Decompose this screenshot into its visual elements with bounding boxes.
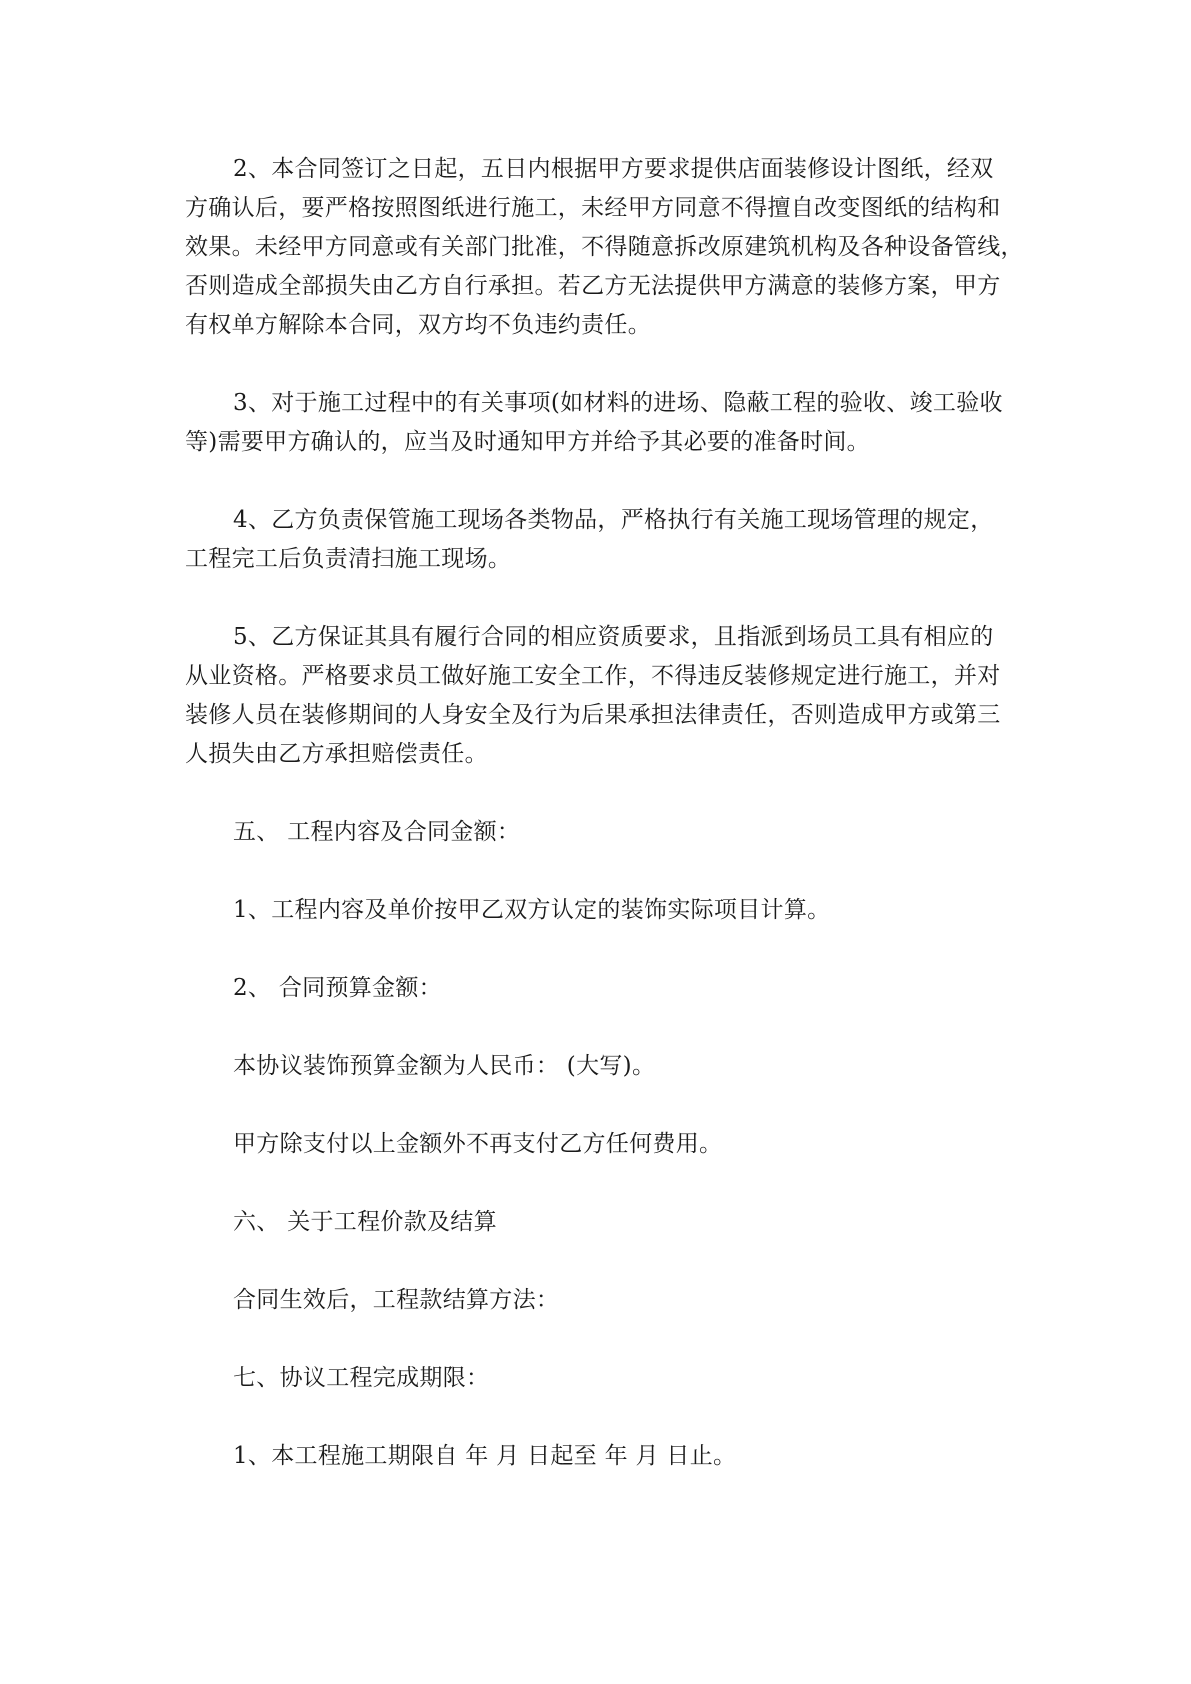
text-line: 效果。未经甲方同意或有关部门批准，不得随意拆改原建筑机构及各种设备管线， <box>185 234 1024 260</box>
settlement-method-line: 合同生效后，工程款结算方法： <box>233 1287 560 1313</box>
text-line: 等)需要甲方确认的，应当及时通知甲方并给予其必要的准备时间。 <box>185 429 870 455</box>
text-line: 工程完工后负责清扫施工现场。 <box>185 546 512 572</box>
document-page <box>185 150 1024 1515</box>
text-line: 有权单方解除本合同，双方均不负违约责任。 <box>185 312 651 338</box>
text-line: 3、对于施工过程中的有关事项(如材料的进场、隐蔽工程的验收、竣工验收 <box>233 390 1003 416</box>
section-seven-item-1: 1、本工程施工期限自 年 月 日起至 年 月 日止。 <box>233 1443 737 1469</box>
section-five-item-2: 2、 合同预算金额： <box>233 975 442 1001</box>
text-line: 装修人员在装修期间的人身安全及行为后果承担法律责任，否则造成甲方或第三 <box>185 702 1001 728</box>
text-line: 人损失由乙方承担赔偿责任。 <box>185 741 488 767</box>
no-extra-fees-line: 甲方除支付以上金额外不再支付乙方任何费用。 <box>233 1131 723 1157</box>
section-seven-heading: 七、协议工程完成期限： <box>233 1365 490 1391</box>
text-line: 4、乙方负责保管施工现场各类物品，严格执行有关施工现场管理的规定， <box>233 507 994 533</box>
text-line: 否则造成全部损失由乙方自行承担。若乙方无法提供甲方满意的装修方案，甲方 <box>185 273 1001 299</box>
text-line: 方确认后，要严格按照图纸进行施工，未经甲方同意不得擅自改变图纸的结构和 <box>185 195 1001 221</box>
text-line: 5、乙方保证其具有履行合同的相应资质要求，且指派到场员工具有相应的 <box>233 624 994 650</box>
clause-5-paragraph <box>185 618 1007 774</box>
section-five-item-1: 1、工程内容及单价按甲乙双方认定的装饰实际项目计算。 <box>233 897 831 923</box>
section-six-heading: 六、 关于工程价款及结算 <box>233 1209 497 1235</box>
clause-4-paragraph <box>185 501 1007 579</box>
budget-amount-line: 本协议装饰预算金额为人民币： (大写)。 <box>233 1053 656 1079</box>
clause-3-paragraph <box>185 384 1007 462</box>
section-five-heading: 五、 工程内容及合同金额： <box>233 819 521 845</box>
clause-2-paragraph <box>185 150 1024 345</box>
text-line: 2、本合同签订之日起，五日内根据甲方要求提供店面装修设计图纸，经双 <box>233 156 994 182</box>
text-line: 从业资格。严格要求员工做好施工安全工作，不得违反装修规定进行施工，并对 <box>185 663 1001 689</box>
